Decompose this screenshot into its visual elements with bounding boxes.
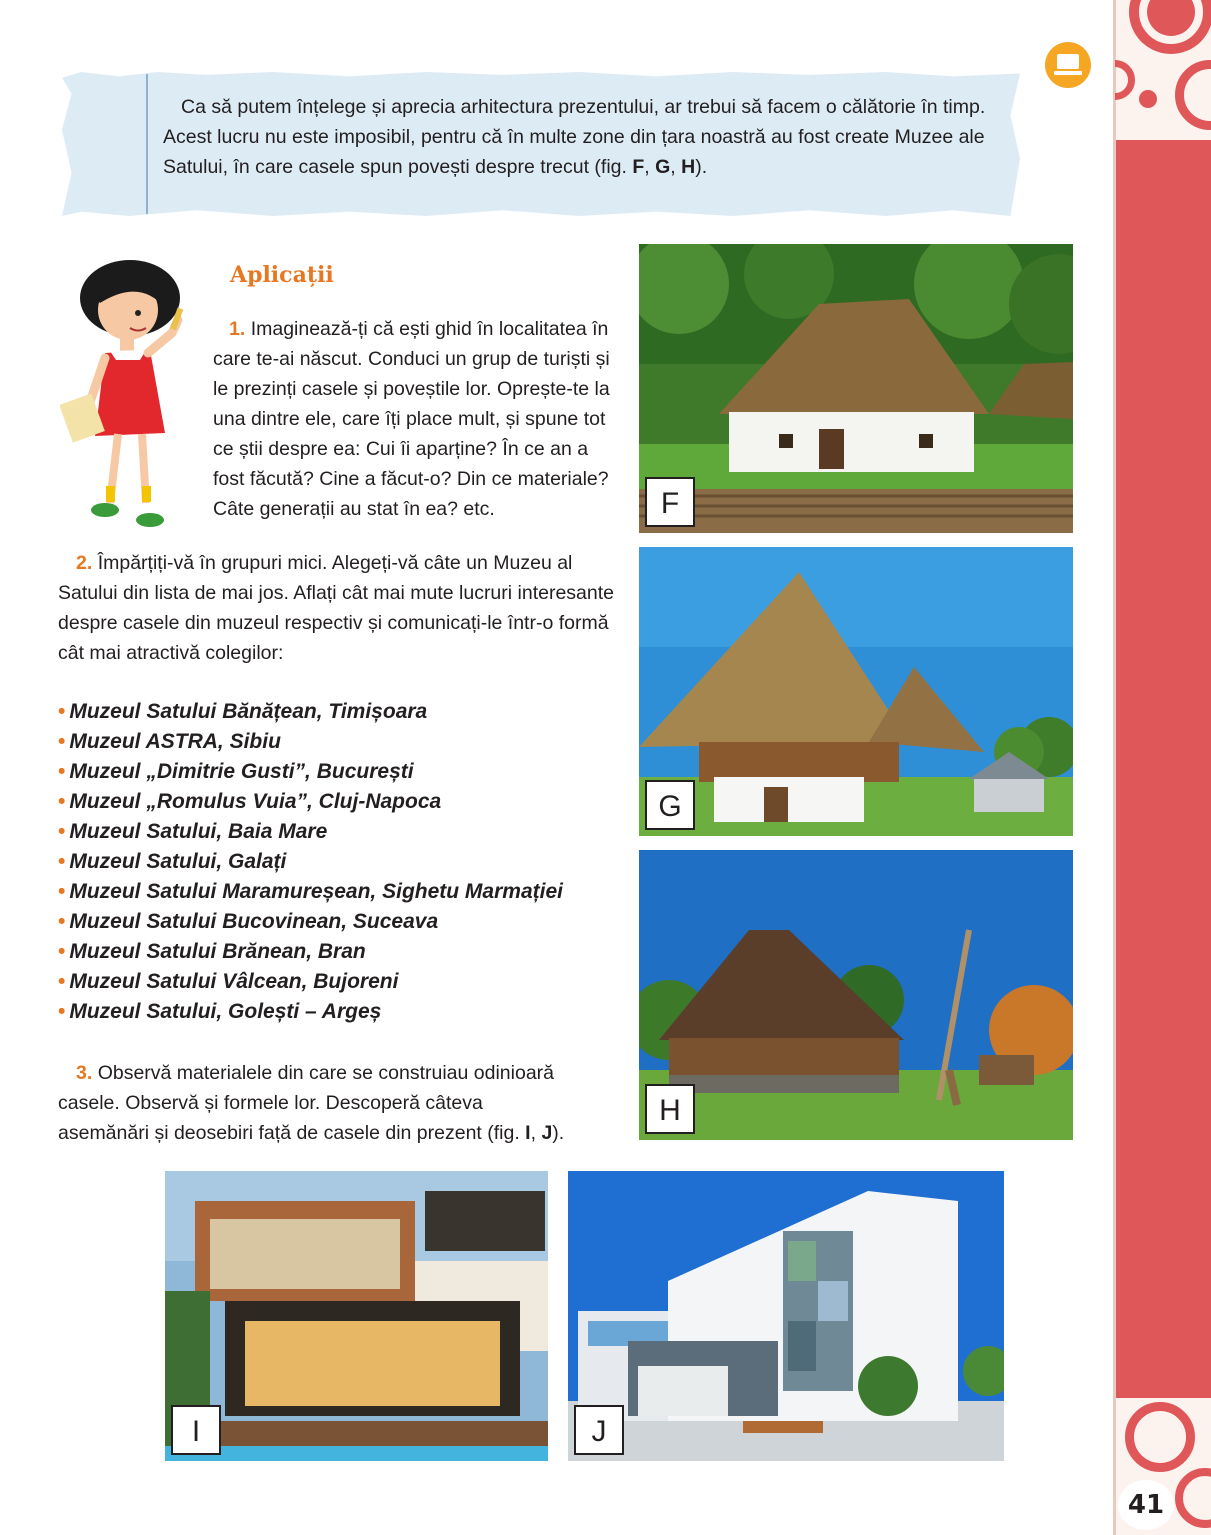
application-1-number: 1. xyxy=(229,318,246,340)
museum-item: • Muzeul Satului Bucovinean, Suceava xyxy=(58,910,439,933)
application-1: 1. Imaginează-ți că ești ghid în localitatea în care te-ai născut. Conduci un grup de turiști și le prezinți casele și poveștile lor. Oprește-te la una dintre ele, care îți place mult, și spune tot ce știi despre ea: Cui îi aparține? În ce an a fost făcută? Cine a făcut-o? Din ce materiale? Câte generații au stat în ea? etc. xyxy=(213,318,610,520)
photo-j-modern-white-house xyxy=(568,1171,1004,1461)
photo-g-thatched-house-porch xyxy=(639,547,1073,836)
application-2-number: 2. xyxy=(76,552,93,574)
computer-icon xyxy=(1045,42,1091,88)
museum-list xyxy=(58,697,563,1027)
figure-label-h: H xyxy=(645,1084,695,1134)
fig-ref-g: G xyxy=(655,156,671,178)
museum-item: • Muzeul „Romulus Vuia”, Cluj-Napoca xyxy=(58,790,442,813)
museum-item: • Muzeul Satului Bănățean, Timișoara xyxy=(58,700,428,723)
girl-illustration xyxy=(60,258,210,533)
museum-item: • Muzeul Satului Maramureșean, Sighetu Marmației xyxy=(58,880,563,903)
intro-paragraph: Ca să putem înțelege și aprecia arhitectura prezentului, ar trebui să facem o călătorie în timp. Acest lucru nu este imposibil, pentru că în multe zone din țara noastră au fost create Muzee ale Satului, în care casele spun povești despre trecut (fig. F, G, H). xyxy=(163,96,986,178)
museum-item: • Muzeul Satului Vâlcean, Bujoreni xyxy=(58,970,399,993)
application-3-number: 3. xyxy=(76,1062,93,1084)
figure-label-i: I xyxy=(171,1405,221,1455)
museum-item: • Muzeul ASTRA, Sibiu xyxy=(58,730,281,753)
museum-item: • Muzeul Satului Brănean, Bran xyxy=(58,940,366,963)
application-2: 2. Împărțiți-vă în grupuri mici. Alegeți-vă câte un Muzeu al Satului din lista de mai jos. Aflați cât mai mute lucruri interesante despre casele din muzeul respectiv și comunicați-le într-o formă cât mai atractivă colegilor: xyxy=(58,552,615,664)
museum-item: • Muzeul „Dimitrie Gusti”, București xyxy=(58,760,414,783)
figure-label-j: J xyxy=(574,1405,624,1455)
applications-title: Aplicații xyxy=(230,262,334,288)
fig-ref-i: I xyxy=(525,1122,531,1144)
application-3: 3. Observă materialele din care se construiau odinioară casele. Observă și formele lor. Descoperă câteva asemănări și deosebiri față de casele din prezent (fig. I, J). xyxy=(58,1062,565,1144)
band-divider xyxy=(1113,0,1116,1535)
fig-ref-j: J xyxy=(541,1122,553,1144)
figure-label-f: F xyxy=(645,477,695,527)
museum-item: • Muzeul Satului, Baia Mare xyxy=(58,820,328,843)
photo-h-wooden-house xyxy=(639,850,1073,1140)
museum-item: • Muzeul Satului, Golești – Argeș xyxy=(58,1000,382,1023)
fig-ref-h: H xyxy=(681,156,696,178)
page-number: 41 xyxy=(1118,1480,1174,1530)
museum-item: • Muzeul Satului, Galați xyxy=(58,850,287,873)
fig-ref-f: F xyxy=(632,156,645,178)
intro-note-margin-line xyxy=(146,74,148,214)
decorative-circles-top xyxy=(1115,0,1211,140)
photo-f-thatched-house xyxy=(639,244,1073,533)
photo-i-modern-wood-house xyxy=(165,1171,548,1461)
decorative-red-band xyxy=(1115,140,1211,1398)
figure-label-g: G xyxy=(645,780,695,830)
